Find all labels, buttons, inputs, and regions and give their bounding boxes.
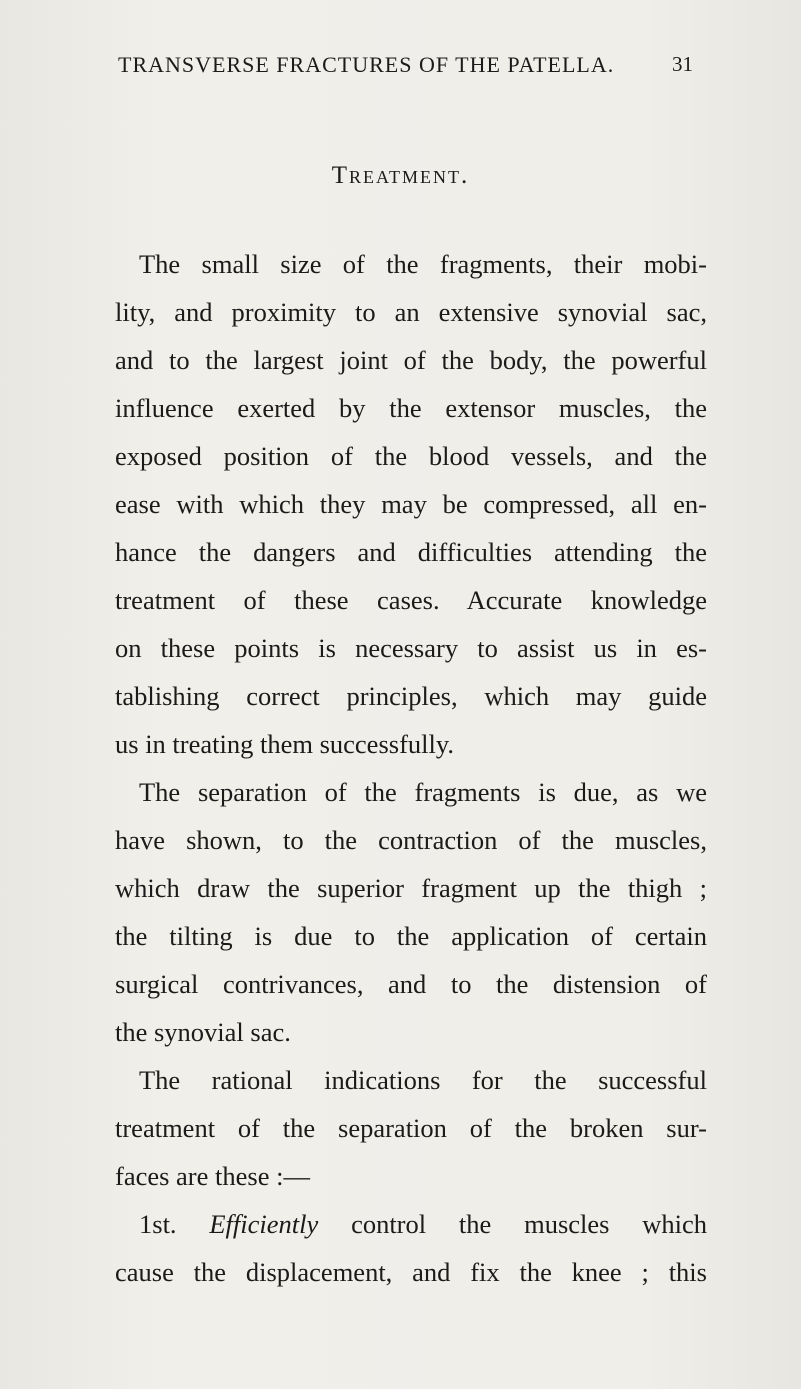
- text-line: exposed position of the blood vessels, and the: [115, 441, 707, 471]
- text-line: and to the largest joint of the body, the powerful: [115, 345, 707, 375]
- section-heading: Treatment.: [331, 162, 470, 189]
- text-line: lity, and proximity to an extensive synovial sac,: [115, 297, 707, 327]
- text-line: cause the displacement, and fix the knee ; this: [115, 1257, 707, 1287]
- text-line: treatment of these cases. Accurate knowledge: [115, 585, 707, 615]
- emphasized-word: Efficiently: [209, 1209, 319, 1239]
- text-line: treatment of the separation of the broken sur-: [115, 1113, 707, 1143]
- text-line: The small size of the fragments, their mobi-: [139, 249, 707, 279]
- running-head-title: TRANSVERSE FRACTURES OF THE PATELLA.: [118, 52, 615, 77]
- text-line: influence exerted by the extensor muscles, the: [115, 393, 707, 423]
- text-line: have shown, to the contraction of the muscles,: [115, 825, 707, 855]
- text-line: us in treating them successfully.: [115, 729, 455, 759]
- text-line: tablishing correct principles, which may guide: [115, 681, 707, 711]
- text-line: the synovial sac.: [115, 1017, 291, 1047]
- text-line: the tilting is due to the application of certain: [115, 921, 707, 951]
- text-line: which draw the superior fragment up the thigh ;: [115, 873, 707, 903]
- text-line: ease with which they may be compressed, all en-: [115, 489, 707, 519]
- text-line: The rational indications for the successful: [139, 1065, 707, 1095]
- page-number: 31: [672, 52, 693, 76]
- body-text: [115, 240, 707, 1296]
- text-fragment: control the muscles which: [351, 1209, 708, 1239]
- text-line: surgical contrivances, and to the distension of: [115, 969, 707, 999]
- text-line: The separation of the fragments is due, as we: [139, 777, 707, 807]
- text-line: hance the dangers and difficulties attending the: [115, 537, 707, 567]
- text-line-first-indication: [115, 1200, 707, 1248]
- running-head: [118, 52, 678, 78]
- text-line: on these points is necessary to assist us in es-: [115, 633, 707, 663]
- list-marker: 1st.: [139, 1209, 177, 1239]
- text-line: faces are these :—: [115, 1161, 310, 1191]
